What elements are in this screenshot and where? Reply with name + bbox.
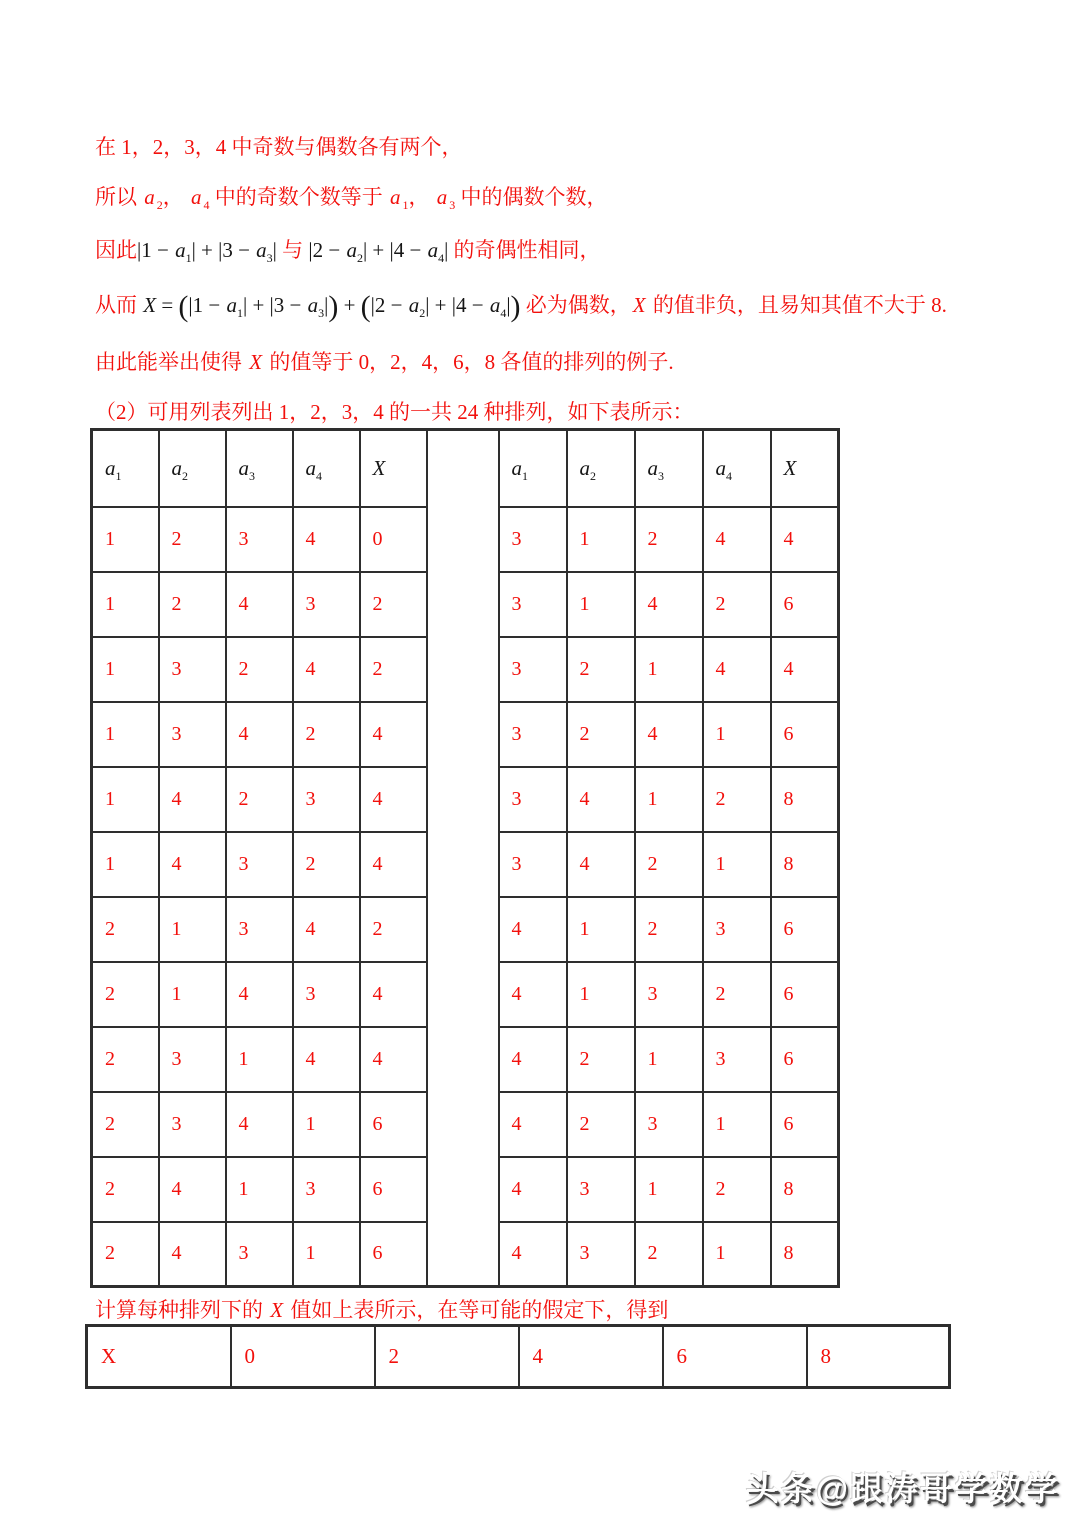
text-segment: a xyxy=(144,185,155,209)
cell-a2-right: 1 xyxy=(567,507,635,572)
column-header-a4-left: $a_4$ xyxy=(293,430,360,507)
text-segment: 2 xyxy=(356,251,363,266)
cell-a3-left: 3 xyxy=(226,507,293,572)
caption-line xyxy=(95,1293,668,1327)
cell-a1-right: 4 xyxy=(499,1157,567,1222)
table-gap-cell xyxy=(427,767,499,832)
cell-a1-right: 4 xyxy=(499,1027,567,1092)
cell-a4-left: 3 xyxy=(293,1157,360,1222)
cell-a1-right: 3 xyxy=(499,507,567,572)
text-segment: | + |3 − xyxy=(242,293,307,317)
text-segment: | + |3 − xyxy=(191,238,256,262)
text-segment: | xyxy=(324,293,329,317)
table-gap-cell xyxy=(427,637,499,702)
cell-x-left: 4 xyxy=(360,767,427,832)
watermark xyxy=(746,1463,1060,1510)
cell-x-left: 4 xyxy=(360,962,427,1027)
column-header-a1-right: $a_1$ xyxy=(499,430,567,507)
text-segment: a xyxy=(408,293,420,317)
cell-a4-right: 1 xyxy=(703,832,771,897)
table-row xyxy=(92,1157,839,1222)
text-segment: 4 xyxy=(500,306,507,321)
cell-a1-left: 2 xyxy=(92,1222,159,1287)
cell-a4-left: 2 xyxy=(293,832,360,897)
cell-x-right: 8 xyxy=(771,832,839,897)
cell-a4-right: 2 xyxy=(703,767,771,832)
cell-a4-right: 1 xyxy=(703,702,771,767)
cell-a1-left: 2 xyxy=(92,962,159,1027)
table-row xyxy=(92,767,839,832)
text-segment: 值如上表所示，在等可能的假定下，得到 xyxy=(285,1298,669,1322)
text-segment: 的值非负，且易知其值不大于 8. xyxy=(647,293,947,317)
table-row xyxy=(92,1092,839,1157)
text-segment: a xyxy=(427,238,439,262)
cell-a3-left: 4 xyxy=(226,702,293,767)
distribution-cell: 0 xyxy=(231,1326,375,1388)
text-segment: 中的奇数个数等于 xyxy=(209,185,388,209)
cell-a4-right: 1 xyxy=(703,1222,771,1287)
cell-a1-left: 2 xyxy=(92,1027,159,1092)
table-gap-cell xyxy=(427,897,499,962)
text-segment: ( xyxy=(360,290,371,323)
text-segment: ) xyxy=(328,290,339,323)
cell-a2-left: 1 xyxy=(159,962,226,1027)
cell-a4-right: 4 xyxy=(703,507,771,572)
cell-a4-left: 3 xyxy=(293,962,360,1027)
cell-a1-left: 1 xyxy=(92,702,159,767)
text-segment: |2 − xyxy=(370,293,408,317)
table-row xyxy=(92,1027,839,1092)
text-segment: X xyxy=(270,1298,284,1322)
cell-a3-right: 3 xyxy=(635,1092,703,1157)
column-header-a3-right: $a_3$ xyxy=(635,430,703,507)
cell-a3-left: 3 xyxy=(226,897,293,962)
table-row xyxy=(92,507,839,572)
text-segment: a xyxy=(226,293,237,317)
cell-a1-left: 1 xyxy=(92,832,159,897)
text-segment: ， xyxy=(408,185,435,209)
cell-a2-left: 3 xyxy=(159,702,226,767)
cell-a3-left: 3 xyxy=(226,832,293,897)
cell-a4-left: 3 xyxy=(293,572,360,637)
text-segment: a xyxy=(436,185,448,209)
cell-a4-right: 2 xyxy=(703,1157,771,1222)
cell-a2-left: 1 xyxy=(159,897,226,962)
cell-a4-left: 2 xyxy=(293,702,360,767)
table-row xyxy=(92,897,839,962)
cell-a3-right: 1 xyxy=(635,1027,703,1092)
cell-a1-right: 3 xyxy=(499,767,567,832)
cell-a4-left: 4 xyxy=(293,897,360,962)
cell-a2-right: 1 xyxy=(567,962,635,1027)
table-gap-cell xyxy=(427,702,499,767)
solution-line-4 xyxy=(95,288,947,322)
cell-x-right: 8 xyxy=(771,767,839,832)
table-row xyxy=(92,702,839,767)
cell-x-left: 2 xyxy=(360,637,427,702)
cell-x-right: 8 xyxy=(771,1222,839,1287)
cell-a3-left: 3 xyxy=(226,1222,293,1287)
cell-a2-left: 2 xyxy=(159,572,226,637)
cell-a3-left: 4 xyxy=(226,572,293,637)
cell-a2-right: 3 xyxy=(567,1157,635,1222)
text-segment: 因此 xyxy=(95,238,137,262)
column-header-a2-left: $a_2$ xyxy=(159,430,226,507)
cell-a4-left: 4 xyxy=(293,637,360,702)
cell-a3-left: 1 xyxy=(226,1027,293,1092)
table-gap-cell xyxy=(427,572,499,637)
text-segment: X xyxy=(249,350,263,374)
column-header-x-right: X xyxy=(771,430,839,507)
cell-x-right: 6 xyxy=(771,702,839,767)
text-segment: （2）可用列表列出 1，2，3，4 的一共 24 种排列，如下表所示： xyxy=(95,400,694,424)
cell-x-left: 0 xyxy=(360,507,427,572)
distribution-row xyxy=(87,1326,950,1388)
table-row xyxy=(92,572,839,637)
column-header-a3-left: $a_3$ xyxy=(226,430,293,507)
text-segment: 4 xyxy=(438,251,445,266)
cell-a1-right: 4 xyxy=(499,962,567,1027)
cell-x-right: 6 xyxy=(771,1092,839,1157)
text-segment: = xyxy=(156,293,179,317)
text-segment: a xyxy=(390,185,401,209)
text-segment: 在 1，2，3，4 中奇数与偶数各有两个， xyxy=(95,135,463,159)
text-segment: 3 xyxy=(318,306,325,321)
watermark-text: 头条@跟涛哥学数学 xyxy=(745,1470,1060,1507)
text-segment: a xyxy=(175,238,186,262)
cell-a3-left: 4 xyxy=(226,1092,293,1157)
cell-x-left: 4 xyxy=(360,702,427,767)
text-segment: |2 − xyxy=(303,238,346,262)
text-segment: 3 xyxy=(449,198,456,213)
distribution-cell: 4 xyxy=(519,1326,663,1388)
cell-a3-right: 2 xyxy=(635,1222,703,1287)
text-segment: | + |4 − xyxy=(362,238,427,262)
solution-line-5 xyxy=(95,345,674,379)
cell-a1-left: 1 xyxy=(92,572,159,637)
table-header-row xyxy=(92,430,839,507)
cell-a2-left: 3 xyxy=(159,1092,226,1157)
text-segment: | xyxy=(272,238,283,262)
text-segment: 1 xyxy=(402,198,409,213)
cell-a4-left: 4 xyxy=(293,507,360,572)
cell-a3-right: 4 xyxy=(635,572,703,637)
text-segment: |1 − xyxy=(188,293,226,317)
cell-x-left: 4 xyxy=(360,832,427,897)
table-gap-cell xyxy=(427,962,499,1027)
cell-a1-left: 2 xyxy=(92,1092,159,1157)
text-segment: a xyxy=(256,238,267,262)
cell-x-right: 6 xyxy=(771,572,839,637)
solution-line-1 xyxy=(95,130,463,164)
text-segment: 中的偶数个数， xyxy=(455,185,608,209)
text-segment: 3 xyxy=(266,251,273,266)
cell-a2-left: 3 xyxy=(159,1027,226,1092)
column-header-a1-left: $a_1$ xyxy=(92,430,159,507)
cell-a1-left: 1 xyxy=(92,767,159,832)
text-segment: X xyxy=(632,293,646,317)
text-segment: |1 − xyxy=(137,238,175,262)
column-header-a2-right: $a_2$ xyxy=(567,430,635,507)
text-segment: 1 xyxy=(236,306,243,321)
table-gap-cell xyxy=(427,1157,499,1222)
text-segment: X xyxy=(143,293,157,317)
cell-a3-left: 1 xyxy=(226,1157,293,1222)
text-segment: 与 xyxy=(282,238,304,262)
cell-a4-right: 4 xyxy=(703,637,771,702)
distribution-cell: X xyxy=(87,1326,231,1388)
cell-a2-left: 3 xyxy=(159,637,226,702)
text-segment: ， xyxy=(162,185,189,209)
cell-x-left: 6 xyxy=(360,1222,427,1287)
text-segment: ) xyxy=(510,290,521,323)
cell-a1-right: 3 xyxy=(499,572,567,637)
cell-a4-right: 3 xyxy=(703,1027,771,1092)
table-row xyxy=(92,637,839,702)
cell-a2-left: 4 xyxy=(159,1157,226,1222)
solution-line-2 xyxy=(95,180,608,214)
cell-a3-right: 2 xyxy=(635,507,703,572)
cell-a4-left: 4 xyxy=(293,1027,360,1092)
cell-a3-right: 4 xyxy=(635,702,703,767)
text-segment: 2 xyxy=(419,306,426,321)
cell-a3-right: 2 xyxy=(635,897,703,962)
cell-a2-right: 2 xyxy=(567,1092,635,1157)
distribution-cell: 2 xyxy=(375,1326,519,1388)
cell-a3-right: 1 xyxy=(635,637,703,702)
text-segment: | + |4 − xyxy=(425,293,489,317)
distribution-table xyxy=(85,1324,951,1389)
text-segment: a xyxy=(346,238,357,262)
cell-x-right: 6 xyxy=(771,1027,839,1092)
cell-a3-left: 2 xyxy=(226,637,293,702)
cell-a2-right: 4 xyxy=(567,832,635,897)
cell-a4-right: 3 xyxy=(703,897,771,962)
text-segment: 4 xyxy=(203,198,210,213)
cell-a1-right: 3 xyxy=(499,637,567,702)
text-segment: 由此能举出使得 xyxy=(95,350,248,374)
solution-line-6 xyxy=(95,395,694,429)
text-segment: 的值等于 0，2，4，6，8 各值的排列的例子. xyxy=(264,350,674,374)
table-gap-cell xyxy=(427,1092,499,1157)
cell-x-left: 6 xyxy=(360,1092,427,1157)
text-segment: 必为偶数， xyxy=(520,293,631,317)
cell-a4-right: 2 xyxy=(703,962,771,1027)
column-header-a4-right: $a_4$ xyxy=(703,430,771,507)
cell-a2-left: 4 xyxy=(159,832,226,897)
text-segment: | xyxy=(506,293,511,317)
cell-x-left: 2 xyxy=(360,897,427,962)
cell-a1-left: 2 xyxy=(92,897,159,962)
cell-a1-left: 1 xyxy=(92,507,159,572)
cell-a3-left: 4 xyxy=(226,962,293,1027)
cell-a1-left: 1 xyxy=(92,637,159,702)
cell-a3-right: 3 xyxy=(635,962,703,1027)
table-row xyxy=(92,962,839,1027)
cell-a4-left: 3 xyxy=(293,767,360,832)
text-segment: 1 xyxy=(185,251,192,266)
cell-a2-right: 2 xyxy=(567,1027,635,1092)
text-segment: a xyxy=(489,293,501,317)
text-segment: 2 xyxy=(156,198,163,213)
cell-x-right: 4 xyxy=(771,507,839,572)
cell-a1-right: 4 xyxy=(499,897,567,962)
cell-a4-left: 1 xyxy=(293,1222,360,1287)
cell-a2-right: 2 xyxy=(567,637,635,702)
text-segment: a xyxy=(307,293,319,317)
cell-a1-left: 2 xyxy=(92,1157,159,1222)
table-gap-cell xyxy=(427,1027,499,1092)
table-row xyxy=(92,832,839,897)
cell-a2-right: 4 xyxy=(567,767,635,832)
table-gap-cell xyxy=(427,832,499,897)
cell-x-right: 6 xyxy=(771,897,839,962)
cell-a3-right: 1 xyxy=(635,1157,703,1222)
cell-a2-left: 2 xyxy=(159,507,226,572)
cell-a1-right: 4 xyxy=(499,1092,567,1157)
text-segment: 从而 xyxy=(95,293,143,317)
text-segment: a xyxy=(191,185,202,209)
cell-a2-right: 3 xyxy=(567,1222,635,1287)
text-segment: 的奇偶性相同， xyxy=(453,238,601,262)
cell-a3-right: 1 xyxy=(635,767,703,832)
distribution-cell: 6 xyxy=(663,1326,807,1388)
cell-a4-right: 2 xyxy=(703,572,771,637)
cell-a4-left: 1 xyxy=(293,1092,360,1157)
cell-a3-left: 2 xyxy=(226,767,293,832)
cell-x-right: 8 xyxy=(771,1157,839,1222)
text-segment: | xyxy=(444,238,454,262)
text-segment: ( xyxy=(178,290,189,323)
solution-line-3 xyxy=(95,233,601,267)
text-segment: + xyxy=(338,293,361,317)
text-segment: 计算每种排列下的 xyxy=(95,1298,269,1322)
text-segment: 所以 xyxy=(95,185,143,209)
cell-x-right: 6 xyxy=(771,962,839,1027)
permutation-table xyxy=(90,428,840,1288)
cell-a1-right: 3 xyxy=(499,702,567,767)
cell-x-right: 4 xyxy=(771,637,839,702)
cell-x-left: 4 xyxy=(360,1027,427,1092)
column-header-x-left: X xyxy=(360,430,427,507)
table-gap-cell xyxy=(427,507,499,572)
cell-a2-right: 1 xyxy=(567,572,635,637)
cell-a1-right: 3 xyxy=(499,832,567,897)
cell-a2-right: 2 xyxy=(567,702,635,767)
cell-a2-right: 1 xyxy=(567,897,635,962)
distribution-cell: 8 xyxy=(807,1326,950,1388)
cell-x-left: 2 xyxy=(360,572,427,637)
table-row xyxy=(92,1222,839,1287)
table-gap-column xyxy=(427,430,499,507)
table-gap-cell xyxy=(427,1222,499,1287)
cell-x-left: 6 xyxy=(360,1157,427,1222)
cell-a2-left: 4 xyxy=(159,767,226,832)
cell-a3-right: 2 xyxy=(635,832,703,897)
cell-a1-right: 4 xyxy=(499,1222,567,1287)
cell-a4-right: 1 xyxy=(703,1092,771,1157)
cell-a2-left: 4 xyxy=(159,1222,226,1287)
